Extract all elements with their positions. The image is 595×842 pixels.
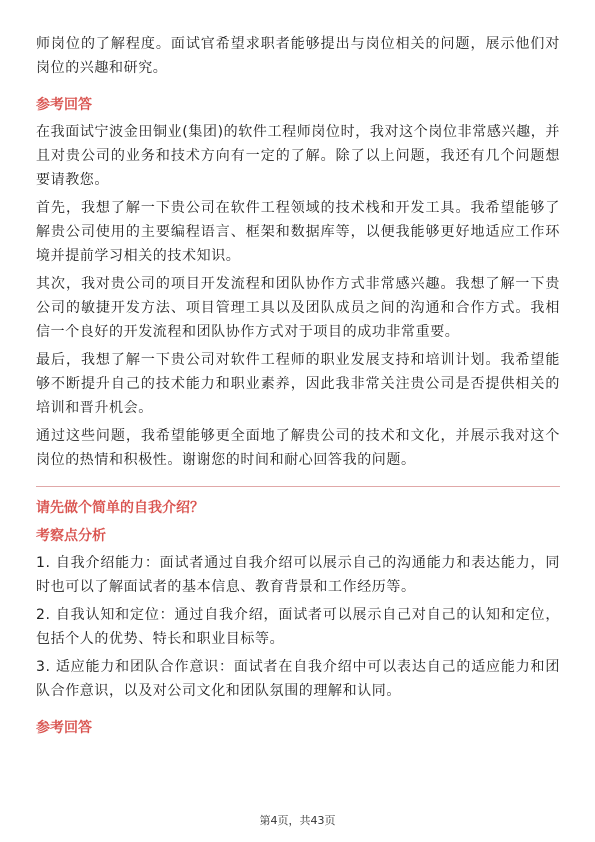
analysis-item-2: 2. 自我认知和定位：通过自我介绍，面试者可以展示自己对自己的认知和定位，包括个人的优势、特长和职业目标等。: [36, 607, 560, 647]
intro-paragraph: 师岗位的了解程度。面试官希望求职者能够提出与岗位相关的问题，展示他们对岗位的兴趣和研究。: [36, 36, 560, 76]
page-number-footer: 第4页，共43页: [259, 814, 336, 827]
reference-answer-heading-2: 参考回答: [36, 720, 92, 736]
answer-paragraph-2: 首先，我想了解一下贵公司在软件工程领域的技术栈和开发工具。我希望能够了解贵公司使用的主要编程语言、框架和数据库等，以便我能够更好地适应工作环境并提前学习相关的技术知识。: [36, 200, 560, 264]
answer-paragraph-4: 最后，我想了解一下贵公司对软件工程师的职业发展支持和培训计划。我希望能够不断提升自己的技术能力和职业素养，因此我非常关注贵公司是否提供相关的培训和晋升机会。: [36, 352, 560, 416]
answer-paragraph-5: 通过这些问题，我希望能够更全面地了解贵公司的技术和文化，并展示我对这个岗位的热情和积极性。谢谢您的时间和耐心回答我的问题。: [36, 428, 560, 468]
reference-answer-heading: 参考回答: [36, 97, 92, 113]
answer-paragraph-1: 在我面试宁波金田铜业(集团)的软件工程师岗位时，我对这个岗位非常感兴趣，并且对贵公司的业务和技术方向有一定的了解。除了以上问题，我还有几个问题想要请教您。: [36, 124, 560, 188]
page-content: [36, 0, 560, 743]
question-title: 请先做个简单的自我介绍？: [36, 500, 204, 516]
analysis-item-1: 1. 自我介绍能力：面试者通过自我介绍可以展示自己的沟通能力和表达能力，同时也可以了解面试者的基本信息、教育背景和工作经历等。: [36, 555, 560, 595]
analysis-heading: 考察点分析: [36, 528, 106, 544]
analysis-item-3: 3. 适应能力和团队合作意识：面试者在自我介绍中可以表达自己的适应能力和团队合作意识，以及对公司文化和团队氛围的理解和认同。: [36, 659, 560, 699]
answer-paragraph-3: 其次，我对贵公司的项目开发流程和团队协作方式非常感兴趣。我想了解一下贵公司的敏捷开发方法、项目管理工具以及团队成员之间的沟通和合作方式。我相信一个良好的开发流程和团队协作方式对于项目的成功非常重要。: [36, 276, 560, 340]
